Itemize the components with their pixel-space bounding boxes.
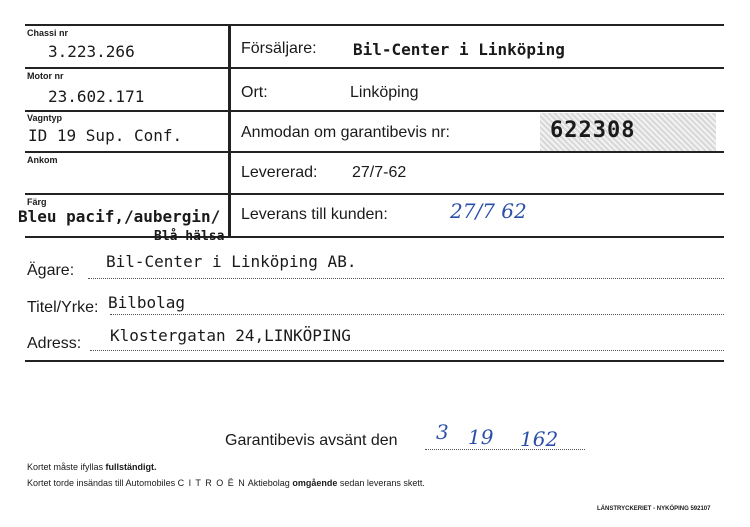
footer-line-1-text: Kortet måste ifyllas xyxy=(27,462,106,472)
footer-line-2-suffix: sedan leverans skett. xyxy=(337,478,425,488)
levererad-label: Levererad: xyxy=(241,164,318,181)
column-divider xyxy=(228,24,231,238)
agare-label: Ägare: xyxy=(27,262,75,279)
agare-dotted-line xyxy=(88,278,724,279)
bottom-border xyxy=(25,360,724,362)
row-line-4 xyxy=(25,193,724,195)
chassi-label: Chassi nr xyxy=(27,28,69,38)
garanti-day: 3 xyxy=(436,420,449,444)
footer-line-1 xyxy=(27,462,157,472)
motor-value: 23.602.171 xyxy=(48,87,145,106)
garanti-month: 19 xyxy=(468,425,494,449)
leverans-label: Leverans till kunden: xyxy=(241,206,388,223)
titel-dotted-line xyxy=(110,314,724,315)
adress-label: Adress: xyxy=(27,335,82,352)
adress-value: Klostergatan 24,LINKÖPING xyxy=(110,326,351,345)
top-border xyxy=(25,24,724,26)
footer-line-1-bold: fullständigt. xyxy=(105,462,157,472)
row-line-1 xyxy=(25,67,724,69)
motor-label: Motor nr xyxy=(27,71,64,81)
anmodan-label: Anmodan om garantibevis nr: xyxy=(241,124,450,141)
garanti-year: 162 xyxy=(520,427,559,451)
chassi-value: 3.223.266 xyxy=(48,42,135,61)
row-line-2 xyxy=(25,110,724,112)
garanti-label: Garantibevis avsänt den xyxy=(225,432,398,449)
farg-label: Färg xyxy=(27,197,47,207)
titel-value: Bilbolag xyxy=(108,293,186,312)
footer-line-2-text: Kortet torde insändas till Automobiles xyxy=(27,478,178,488)
levererad-value: 27/7-62 xyxy=(352,164,407,181)
vagntyp-value: ID 19 Sup. Conf. xyxy=(28,126,183,145)
adress-dotted-line xyxy=(90,350,724,351)
farg-value-2: Blå hälsa xyxy=(154,229,225,244)
ort-value: Linköping xyxy=(350,84,419,101)
footer-brand: C I T R O Ë N xyxy=(177,478,246,488)
forsaljare-label: Försäljare: xyxy=(241,40,317,57)
leverans-handwritten-date: 27/7 62 xyxy=(450,199,527,223)
anmodan-stamp-number: 622308 xyxy=(550,118,636,143)
ort-label: Ort: xyxy=(241,84,268,101)
row-line-5 xyxy=(25,236,724,238)
footer-line-2-bold: omgående xyxy=(292,478,338,488)
vagntyp-label: Vagntyp xyxy=(27,113,63,123)
titel-label: Titel/Yrke: xyxy=(27,299,99,316)
row-line-3 xyxy=(25,151,724,153)
footer-line-2-middle: Aktiebolag xyxy=(245,478,293,488)
farg-value: Bleu pacif,/aubergin/ xyxy=(18,207,221,226)
forsaljare-value: Bil-Center i Linköping xyxy=(353,40,565,59)
footer-line-2 xyxy=(27,478,425,488)
printer-imprint: LÄNSTRYCKERIET - NYKÖPING 592107 xyxy=(597,506,711,512)
ankom-label: Ankom xyxy=(27,155,58,165)
garanti-dotted-line xyxy=(425,449,585,450)
agare-value: Bil-Center i Linköping AB. xyxy=(106,252,357,271)
